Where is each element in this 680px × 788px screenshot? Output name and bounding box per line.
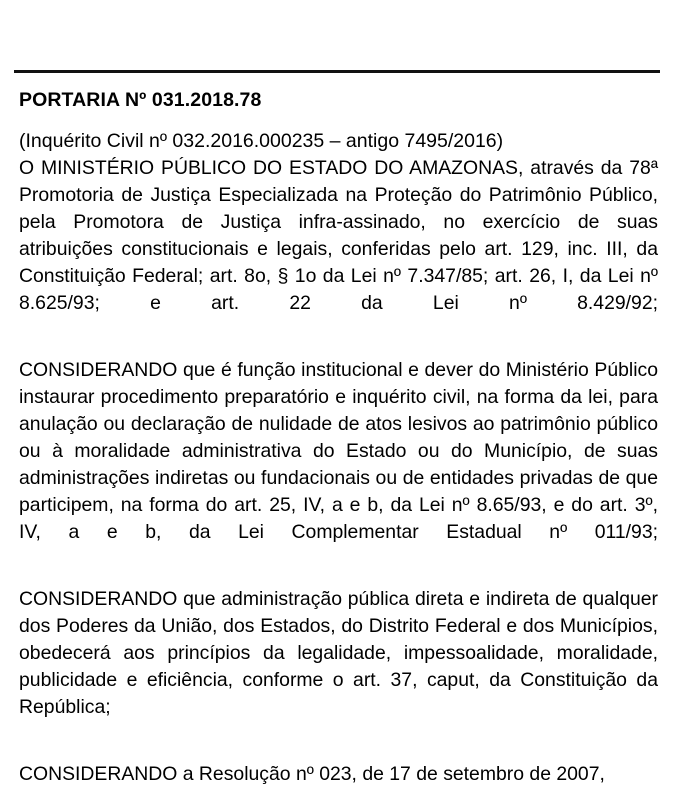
paragraph-considerando-3: CONSIDERANDO a Resolução nº 023, de 17 de setembro de 2007, xyxy=(19,763,605,785)
document-content xyxy=(14,0,660,788)
page-title: PORTARIA Nº 031.2018.78 xyxy=(19,89,262,111)
document-subtitle: (Inquérito Civil nº 032.2016.000235 – antigo 7495/2016) xyxy=(19,130,504,152)
document-body xyxy=(14,155,660,788)
paragraph-considerando-2: CONSIDERANDO que administração pública direta e indireta de qualquer dos Poderes da União, dos Estados, do Distrito Federal e dos Municípios, obedecerá aos princípios da legalidade, impessoalidade, moralidade, publicidade e eficiência, conforme o art. 37, caput, da Constituição da República; xyxy=(19,588,658,718)
paragraph-preamble: O MINISTÉRIO PÚBLICO DO ESTADO DO AMAZONAS, através da 78ª Promotoria de Justiça Especializada na Proteção do Patrimônio Público, pela Promotora de Justiça infra-assinado, no exercício de suas atribuições constitucionais e legais, conferidas pelo art. 129, inc. III, da Constituição Federal; art. 8o, § 1o da Lei nº 7.347/85; art. 26, I, da Lei nº 8.625/93; e art. 22 da Lei nº 8.429/92; xyxy=(19,157,658,314)
paragraph-considerando-1: CONSIDERANDO que é função institucional e dever do Ministério Público instaurar procedimento preparatório e inquérito civil, na forma da lei, para anulação ou declaração de nulidade de atos lesivos ao patrimônio público ou à moralidade administrativa do Estado ou do Município, de suas administrações indiretas ou fundacionais ou de entidades privadas de que participem, na forma do art. 25, IV, a e b, da Lei nº 8.65/93, e do art. 3º, IV, a e b, da Lei Complementar Estadual nº 011/93; xyxy=(19,359,658,543)
